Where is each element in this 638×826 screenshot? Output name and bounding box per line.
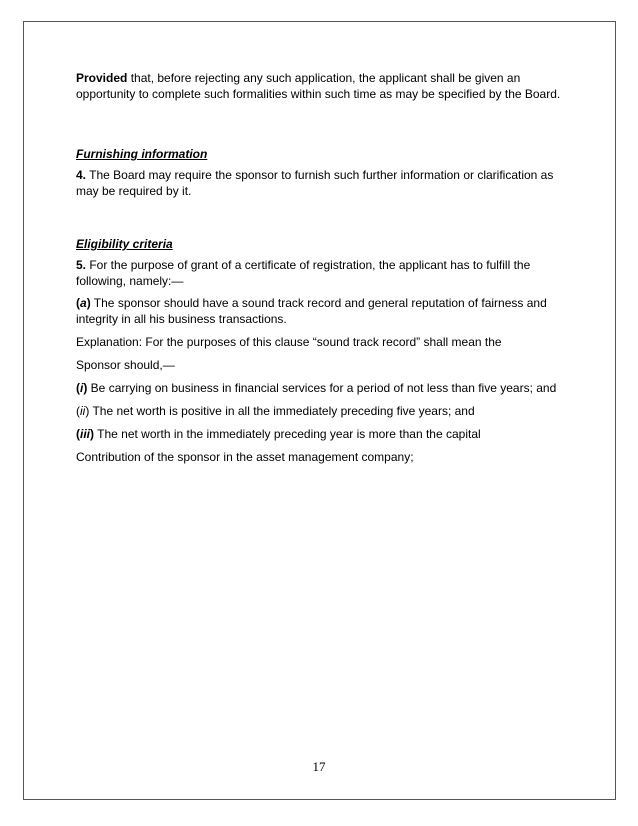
clause-a-close: ) [86,296,91,310]
heading-furnishing-information: Furnishing information [76,147,208,161]
section-4-paragraph [76,167,576,199]
sponsor-should-line: Sponsor should,— [76,358,175,372]
document-body [76,70,576,465]
proviso-lead: Provided [76,71,128,85]
clause-a-open: ( [76,296,80,310]
sub-ii-marker: ii [80,404,86,418]
sub-i-text: Be carrying on business in financial services for a period of not less than five years; and [87,381,557,395]
sub-i-close: ) [83,381,88,395]
section-5-paragraph [76,257,576,289]
section-5-number: 5. [76,258,87,272]
sub-iii-close: ) [90,427,95,441]
sub-ii-text: The net worth is positive in all the immediately preceding five years; and [89,404,475,418]
sub-i-open: ( [76,381,80,395]
section-4-text: The Board may require the sponsor to furnish such further information or clarification as may be required by it. [76,168,554,198]
page-number: 17 [312,759,326,774]
section-4-number: 4. [76,168,87,182]
sub-clause-ii [76,403,576,419]
sub-ii-close: ) [85,404,90,418]
clause-a-marker: a [80,296,87,310]
proviso-text: that, before rejecting any such application, the applicant shall be given an opportunity to complete such formalities within such time as may be specified by the Board. [76,71,561,101]
sub-iii-open: ( [76,427,80,441]
contribution-line: Contribution of the sponsor in the asset management company; [76,450,414,464]
proviso-paragraph [76,70,576,102]
section-5-text: For the purpose of grant of a certificate of registration, the applicant has to fulfill the following, namely:— [76,258,531,288]
clause-a-text: The sponsor should have a sound track record and general reputation of fairness and integrity in all his business transactions. [76,296,547,326]
heading-eligibility-criteria: Eligibility criteria [76,237,173,251]
sub-clause-iii [76,426,576,442]
clause-a-paragraph [76,295,576,327]
sub-iii-marker: iii [80,427,91,441]
sub-i-marker: i [80,381,84,395]
sub-clause-i [76,380,576,396]
sub-ii-open: ( [76,404,80,418]
sub-iii-text: The net worth in the immediately preceding year is more than the capital [94,427,481,441]
explanation-paragraph: Explanation: For the purposes of this clause “sound track record” shall mean the [76,335,502,349]
